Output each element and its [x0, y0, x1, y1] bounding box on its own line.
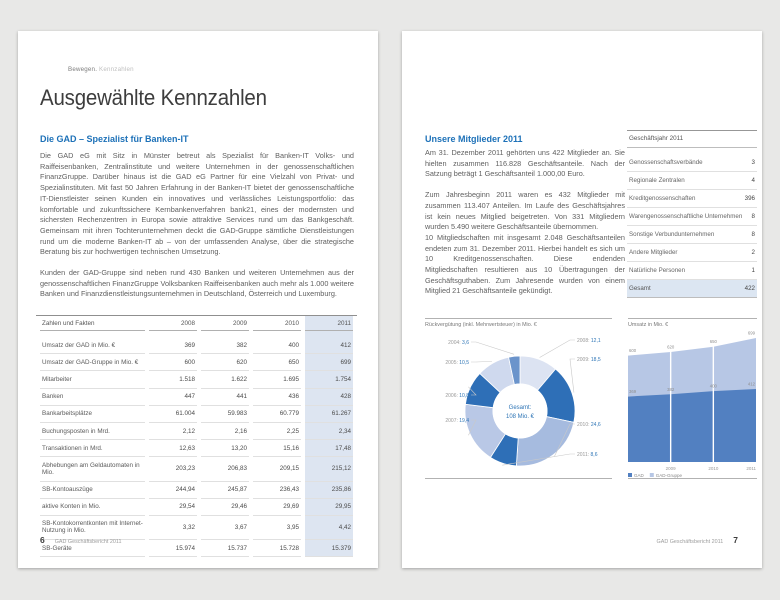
- row-label: SB-Kontoauszüge: [40, 482, 145, 499]
- table-row: [40, 337, 353, 354]
- cell-value: 29,46: [201, 499, 249, 516]
- paragraph: Am 31. Dezember 2011 gehörten uns 422 Mitglieder an. Sie hielten zusammen 116.828 Geschäftsanteile. Nach der Satzung beträgt 1 Geschäftsanteil 1.000,00 Euro.: [425, 148, 625, 179]
- row-label: Gesamt: [629, 285, 651, 292]
- table-row: [40, 423, 353, 440]
- column-header: 2011: [305, 316, 353, 331]
- cell-value: 17,48: [305, 440, 353, 457]
- row-label: Genossenschaftsverbände: [629, 159, 703, 166]
- cell-value: 2,12: [149, 423, 197, 440]
- area-chart-panel: [628, 318, 757, 479]
- cell-value: 1.622: [201, 371, 249, 388]
- donut-label-2004: 2004: 3,6: [448, 340, 469, 346]
- column-header: 2010: [253, 316, 301, 331]
- cell-value: 699: [305, 354, 353, 371]
- area-value-label: 412: [747, 381, 755, 387]
- cell-value: 3,67: [201, 516, 249, 540]
- donut-label-2011: 2011: 8,6: [577, 452, 598, 458]
- cell-value: 4,42: [305, 516, 353, 540]
- cell-value: 400: [253, 337, 301, 354]
- left-page: [18, 31, 378, 568]
- members-row: [627, 154, 757, 172]
- cell-value: 29,95: [305, 499, 353, 516]
- table-row: [40, 406, 353, 423]
- donut-label-2008: 2008: 12,1: [577, 338, 601, 344]
- row-label: Umsatz der GAD-Gruppe in Mio. €: [40, 354, 145, 371]
- donut-center-value: 108 Mio. €: [505, 414, 535, 420]
- cell-value: 244,94: [149, 482, 197, 499]
- area-value-label: 369: [629, 389, 637, 395]
- cell-value: 61.004: [149, 406, 197, 423]
- cell-value: 15.974: [149, 540, 197, 557]
- page-number-left: 6: [40, 535, 45, 545]
- row-label: Transaktionen in Mrd.: [40, 440, 145, 457]
- table-row: [40, 482, 353, 499]
- page-footer-left: [40, 535, 400, 545]
- row-value: 4: [751, 177, 755, 184]
- cell-value: 206,83: [201, 457, 249, 481]
- row-label: aktive Konten in Mio.: [40, 499, 145, 516]
- cell-value: 61.267: [305, 406, 353, 423]
- donut-chart: [425, 329, 612, 469]
- area-chart-title: Umsatz in Mio. €: [628, 322, 669, 328]
- area-chart: [628, 329, 756, 479]
- x-axis-label: 2009: [665, 466, 676, 471]
- donut-label-2007: 2007: 19,4: [445, 418, 469, 424]
- area-value-label: 382: [667, 386, 675, 392]
- donut-label-2005: 2005: 10,5: [445, 360, 469, 366]
- table-row: [40, 499, 353, 516]
- row-value: 1: [751, 267, 755, 274]
- row-value: 396: [744, 195, 755, 202]
- cell-value: 15.728: [253, 540, 301, 557]
- cell-value: 2,25: [253, 423, 301, 440]
- body-text-right: [425, 148, 625, 307]
- donut-callout-line: [471, 342, 514, 354]
- cell-value: 15,16: [253, 440, 301, 457]
- cell-value: 447: [149, 389, 197, 406]
- row-label: SB-Geräte: [40, 540, 145, 557]
- cell-value: 650: [253, 354, 301, 371]
- cell-value: 12,63: [149, 440, 197, 457]
- cell-value: 382: [201, 337, 249, 354]
- donut-label-2010: 2010: 24,6: [577, 422, 601, 428]
- cell-value: 1.695: [253, 371, 301, 388]
- table-row: [40, 457, 353, 481]
- area-value-label: 400: [709, 383, 717, 389]
- row-label: Sonstige Verbundunternehmen: [629, 231, 715, 238]
- cell-value: 436: [253, 389, 301, 406]
- cell-value: 441: [201, 389, 249, 406]
- cell-value: 236,43: [253, 482, 301, 499]
- cell-value: 600: [149, 354, 197, 371]
- section-heading-right: Unsere Mitglieder 2011: [425, 134, 523, 144]
- paragraph: Kunden der GAD-Gruppe sind neben rund 430 Banken und weiteren Unternehmen aus der genossenschaftlichen FinanzGruppe Volksbanken Raiffeisenbanken auch mehr als 1.000 weitere Banken und Finanzdienstleistungsunternehmen in Deutschland, Österreich und Luxemburg.: [40, 268, 354, 299]
- table-row: [40, 354, 353, 371]
- table-row: [40, 389, 353, 406]
- donut-callout-line: [540, 340, 575, 357]
- donut-chart-panel: [425, 318, 612, 479]
- row-label: Andere Mitglieder: [629, 249, 678, 256]
- donut-callout-line: [471, 361, 492, 362]
- paragraph: Die GAD eG mit Sitz in Münster betreut als Spezialist für Banken-IT Volks- und Raiffeisenbanken, Zentralinstitute und weitere Unternehmen in der genossenschaftlichen FinanzGruppe. Darüber hinaus ist die GAD eG Partner für eine Vielzahl von Privat- und Spezialinstituten. Mit fast 50 Jahren Erfahrung in der Banken-IT bietet der genossenschaftliche IT-Dienstleister seinen Kunden ein innovatives und verlässliches Leistungsportfolio: das komfortable und zukunftssichere Kernbankenverfahren bank21, eines der modernsten und sichersten Rechenzentren in Europa sowie attraktive Services rund um das Bankgeschäft. Gemeinsam mit ihren Tochterunternehmen deckt die GAD-Gruppe sämtliche Dienstleistungen rund um die moderne Banken-IT ab – von der umfassenden Analyse, über die strategische Beratung bis zur hochwertigen technischen Umsetzung.: [40, 151, 354, 257]
- body-text-left: [40, 151, 354, 310]
- donut-chart-title: Rückvergütung (inkl. Mehrwertsteuer) in Mio. €: [425, 322, 537, 328]
- cell-value: 245,87: [201, 482, 249, 499]
- paragraph: 10 Mitgliedschaften mit insgesamt 2.048 Geschäftsanteilen endeten zum 31. Dezember 2011. Hierbei handelt es sich um 10 Kreditgenossenschaften. Diese endenden Mitgliedschaften resultieren aus 10 Übertragungen der Geschäftsguthaben. Zum Jahresende wurden von einem Mitglied 21 Geschäftsanteile gekündigt.: [425, 232, 625, 296]
- area-value-label: 600: [629, 348, 637, 354]
- members-row: [627, 226, 757, 244]
- legend-swatch: [628, 473, 632, 477]
- row-label: Abhebungen am Geldautomaten in Mio.: [40, 457, 145, 481]
- cell-value: 15.737: [201, 540, 249, 557]
- cell-value: 1.754: [305, 371, 353, 388]
- members-row: [627, 208, 757, 226]
- column-header: 2008: [149, 316, 197, 331]
- column-header: 2009: [201, 316, 249, 331]
- footer-label-right: GAD Geschäftsbericht 2011: [656, 539, 724, 545]
- cell-value: 2,16: [201, 423, 249, 440]
- row-label: Kreditgenossenschaften: [629, 195, 696, 202]
- donut-label-2009: 2009: 18,5: [577, 357, 601, 363]
- row-value: 2: [751, 249, 755, 256]
- table-row: [40, 440, 353, 457]
- row-label: SB-Kontokorrentkonten mit Internet-Nutzung in Mio.: [40, 516, 145, 540]
- right-page: [402, 31, 762, 568]
- cell-value: 15.379: [305, 540, 353, 557]
- paragraph: Zum Jahresbeginn 2011 waren es 432 Mitglieder mit zusammen 113.407 Anteilen. Im Laufe des Geschäftsjahres ist kein neues Mitglied beigetreten. Von 331 Mitgliedern wurden 5.490 weitere Geschäftsanteile übernommen.: [425, 190, 625, 232]
- section-heading-left: Die GAD – Spezialist für Banken-IT: [40, 134, 189, 144]
- cell-value: 59.983: [201, 406, 249, 423]
- breadcrumb-topic: Kennzahlen: [99, 66, 134, 73]
- members-row: [627, 244, 757, 262]
- members-table-title: Geschäftsjahr 2011: [627, 131, 757, 148]
- donut-callout-line: [570, 359, 575, 393]
- row-value: 8: [751, 231, 755, 238]
- table-row: [40, 371, 353, 388]
- row-label: Umsatz der GAD in Mio. €: [40, 337, 145, 354]
- cell-value: 428: [305, 389, 353, 406]
- cell-value: 3,95: [253, 516, 301, 540]
- table-title: Zahlen und Fakten: [40, 316, 145, 331]
- x-axis-label: 2011: [746, 466, 756, 471]
- cell-value: 620: [201, 354, 249, 371]
- cell-value: 203,23: [149, 457, 197, 481]
- table-header-row: [40, 316, 353, 331]
- members-row: [627, 172, 757, 190]
- legend-label: GAD-Gruppe: [655, 472, 683, 478]
- area-value-label: 699: [747, 330, 755, 336]
- row-label: Natürliche Personen: [629, 267, 686, 274]
- members-row: [627, 262, 757, 280]
- cell-value: 3,32: [149, 516, 197, 540]
- row-label: Banken: [40, 389, 145, 406]
- cell-value: 29,54: [149, 499, 197, 516]
- legend-swatch: [650, 473, 654, 477]
- cell-value: 412: [305, 337, 353, 354]
- cell-value: 2,34: [305, 423, 353, 440]
- breadcrumb-section: Bewegen.: [68, 66, 98, 73]
- page-title: Ausgewählte Kennzahlen: [40, 85, 267, 110]
- cell-value: 13,20: [201, 440, 249, 457]
- cell-value: 29,69: [253, 499, 301, 516]
- x-axis-label: 2010: [708, 466, 719, 471]
- members-table-rows: [627, 154, 757, 298]
- cell-value: 209,15: [253, 457, 301, 481]
- donut-center: [493, 384, 548, 439]
- page-footer-right: [402, 535, 762, 545]
- breadcrumb: [68, 66, 134, 73]
- donut-center-label: Gesamt:: [508, 405, 532, 411]
- area-value-label: 650: [709, 339, 717, 345]
- area-value-label: 620: [667, 344, 675, 350]
- cell-value: 215,12: [305, 457, 353, 481]
- members-summary-table: [627, 130, 757, 298]
- row-value: 3: [751, 159, 755, 166]
- row-value: 422: [744, 285, 755, 292]
- page-number-right: 7: [733, 535, 738, 545]
- members-total-row: [627, 280, 757, 298]
- row-label: Buchungsposten in Mrd.: [40, 423, 145, 440]
- cell-value: 1.518: [149, 371, 197, 388]
- members-row: [627, 190, 757, 208]
- row-label: Bankarbeitsplätze: [40, 406, 145, 423]
- facts-table: [36, 315, 357, 557]
- cell-value: 235,86: [305, 482, 353, 499]
- cell-value: 60.779: [253, 406, 301, 423]
- legend-label: GAD: [634, 472, 644, 478]
- donut-label-2006: 2006: 10,8: [445, 393, 469, 399]
- row-value: 8: [751, 213, 755, 220]
- footer-label-left: GAD Geschäftsbericht 2011: [54, 539, 122, 545]
- row-label: Regionale Zentralen: [629, 177, 685, 184]
- row-label: Warengenossenschaftliche Unternehmen: [629, 213, 743, 220]
- row-label: Mitarbeiter: [40, 371, 145, 388]
- cell-value: 369: [149, 337, 197, 354]
